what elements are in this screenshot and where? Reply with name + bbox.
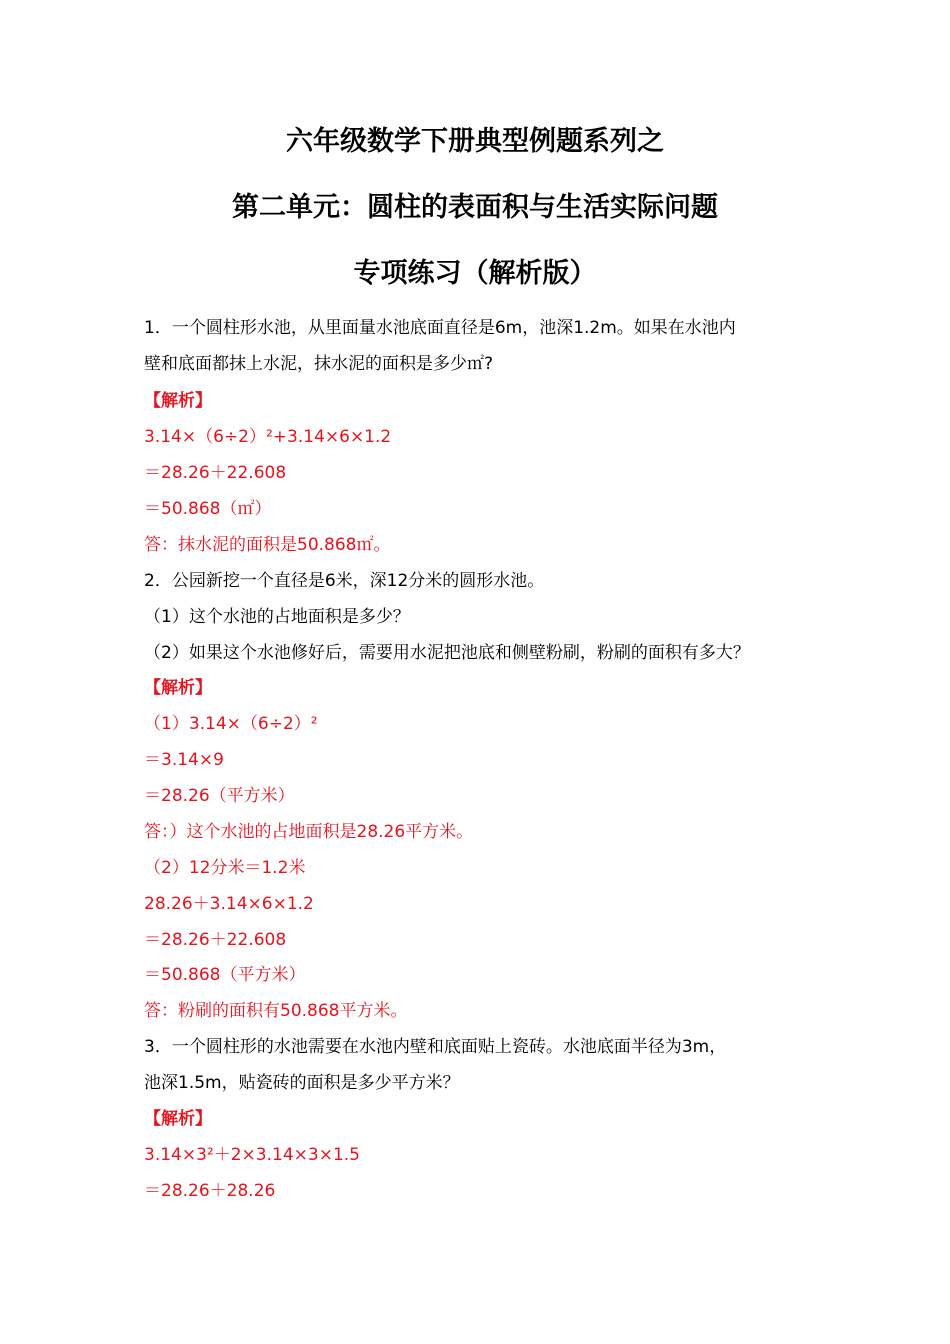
- q2-part1-step-1: （1）3.14×（6÷2）²: [144, 714, 318, 734]
- q1-analysis-label: 【解析】: [144, 391, 212, 411]
- q3-analysis-label: 【解析】: [144, 1109, 212, 1129]
- title-line-1: 六年级数学下册典型例题系列之: [286, 126, 664, 157]
- q2-part2-step-1: （2）12分米＝1.2米: [144, 858, 306, 878]
- q1-step-2: ＝28.26＋22.608: [144, 463, 287, 483]
- q3-question-line-2: 池深1.5m，贴瓷砖的面积是多少平方米？: [144, 1073, 460, 1093]
- q1-step-1: 3.14×（6÷2）²+3.14×6×1.2: [144, 427, 392, 447]
- q1-step-3: ＝50.868（㎡）: [144, 499, 272, 519]
- title-line-3: 专项练习（解析版）: [353, 258, 597, 289]
- q2-analysis-label: 【解析】: [144, 678, 212, 698]
- q2-sub-question-2: （2）如果这个水池修好后，需要用水泥把池底和侧壁粉刷，粉刷的面积有多大？: [144, 643, 750, 663]
- q3-step-1: 3.14×3²＋2×3.14×3×1.5: [144, 1145, 360, 1165]
- q3-step-2: ＝28.26＋28.26: [144, 1181, 276, 1201]
- title-line-2: 第二单元：圆柱的表面积与生活实际问题: [232, 192, 718, 223]
- q2-part1-answer: 答：）这个水池的占地面积是28.26平方米。: [144, 822, 474, 842]
- q2-sub-question-1: （1）这个水池的占地面积是多少？: [144, 607, 410, 627]
- q2-part2-step-4: ＝50.868（平方米）: [144, 965, 306, 985]
- q1-question-line-1: 1．一个圆柱形水池，从里面量水池底面直径是6m，池深1.2m。如果在水池内: [144, 318, 736, 338]
- q1-question-line-2: 壁和底面都抹上水泥，抹水泥的面积是多少㎡?: [144, 354, 494, 374]
- q1-answer: 答：抹水泥的面积是50.868㎡。: [144, 535, 391, 555]
- q2-question-line-1: 2．公园新挖一个直径是6米，深12分米的圆形水池。: [144, 571, 545, 591]
- q2-part2-answer: 答：粉刷的面积有50.868平方米。: [144, 1001, 408, 1021]
- q2-part1-step-3: ＝28.26（平方米）: [144, 786, 295, 806]
- q2-part1-step-2: ＝3.14×9: [144, 750, 224, 770]
- q2-part2-step-3: ＝28.26＋22.608: [144, 930, 287, 950]
- q2-part2-step-2: 28.26＋3.14×6×1.2: [144, 894, 314, 914]
- q3-question-line-1: 3．一个圆柱形的水池需要在水池内壁和底面贴上瓷砖。水池底面半径为3m，: [144, 1037, 727, 1057]
